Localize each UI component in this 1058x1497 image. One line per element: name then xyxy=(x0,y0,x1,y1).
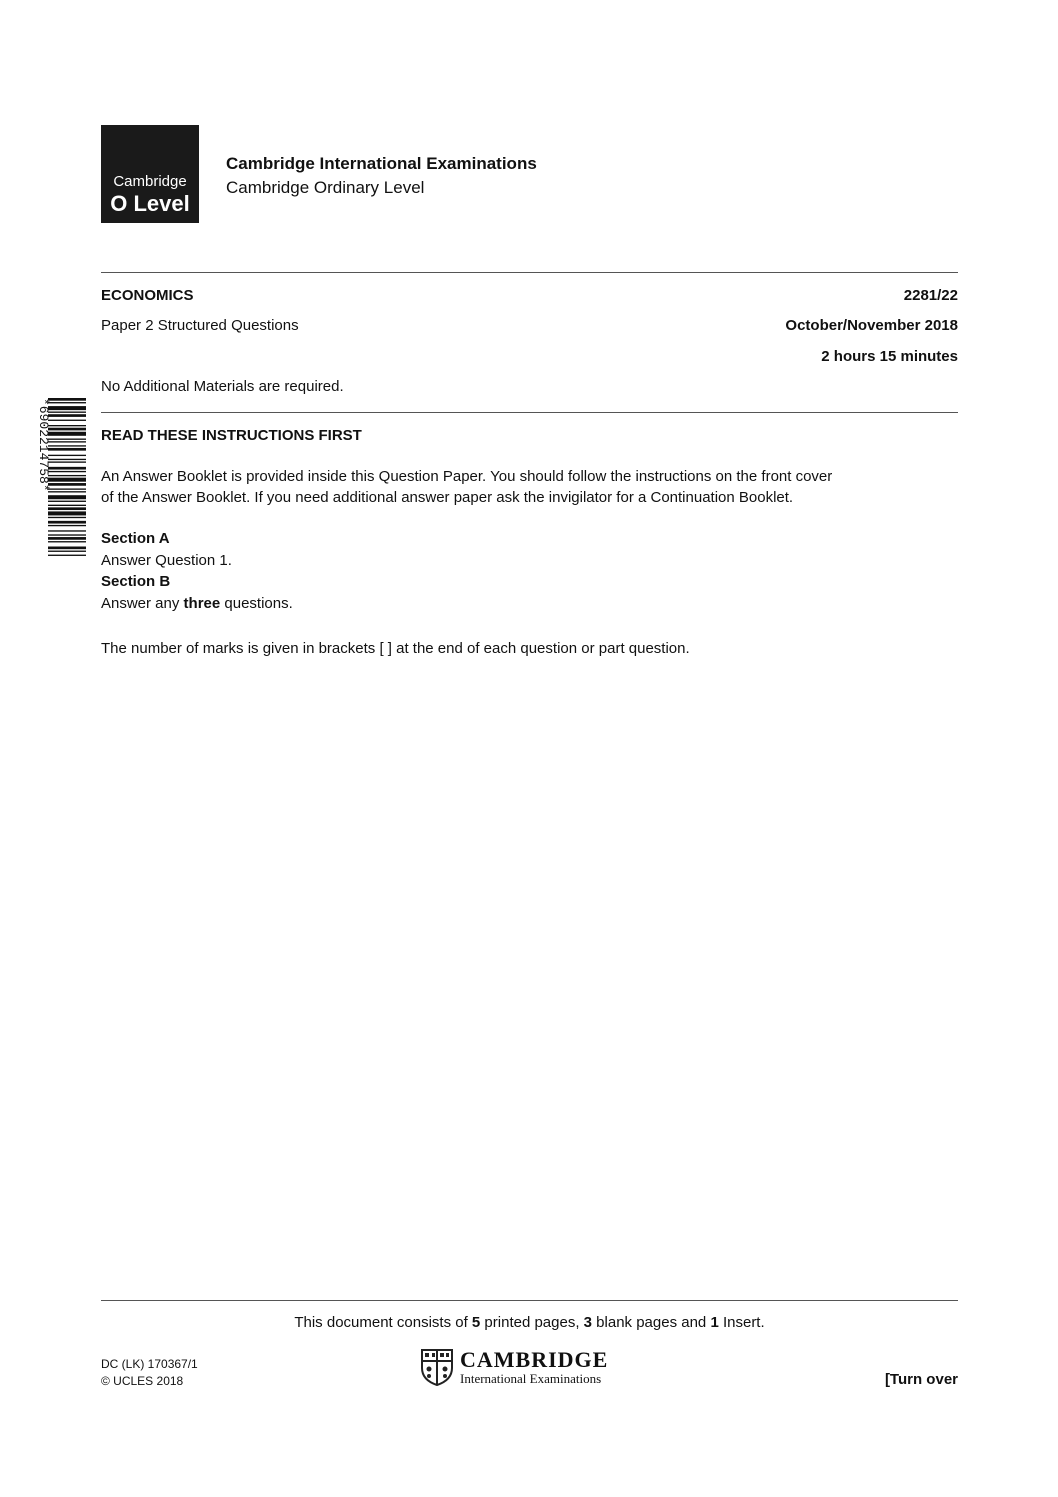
barcode-bar xyxy=(48,414,86,417)
barcode-bar xyxy=(48,521,86,524)
barcode-bar xyxy=(48,455,86,456)
barcode-bar xyxy=(48,495,86,499)
page-count-pre: This document consists of xyxy=(294,1314,472,1331)
exam-board: Cambridge International Examinations xyxy=(226,154,537,173)
barcode-bar xyxy=(48,439,86,440)
barcode-bar xyxy=(48,525,86,526)
section-b-pre: Answer any xyxy=(101,595,184,612)
barcode-bar xyxy=(48,398,86,401)
barcode-bar xyxy=(48,432,86,436)
cambridge-crest-icon xyxy=(420,1348,454,1386)
barcode-bar xyxy=(48,441,86,442)
exam-duration: 2 hours 15 minutes xyxy=(821,348,958,365)
barcode-bar xyxy=(48,511,86,515)
barcode-bar xyxy=(48,537,86,540)
publisher-subtitle: International Examinations xyxy=(460,1371,602,1386)
section-b-emphasis: three xyxy=(183,595,221,612)
materials-note: No Additional Materials are required. xyxy=(101,378,344,395)
page-count-note xyxy=(101,1314,958,1331)
logo-line-o-level: O Level xyxy=(110,191,190,216)
paper-name: Paper 2 Structured Questions xyxy=(101,317,299,334)
instructions-intro xyxy=(101,466,961,508)
instructions-heading: READ THESE INSTRUCTIONS FIRST xyxy=(101,427,362,444)
printed-page-count: 5 xyxy=(471,1314,481,1331)
barcode-bar xyxy=(48,530,86,531)
logo-line-cambridge: Cambridge xyxy=(113,173,187,190)
section-a-instruction: Answer Question 1. xyxy=(101,552,232,569)
barcode-bar xyxy=(48,541,86,542)
qualification-level: Cambridge Ordinary Level xyxy=(226,178,425,197)
top-divider xyxy=(101,272,958,273)
barcode-bar xyxy=(48,428,86,431)
copyright-notice: © UCLES 2018 xyxy=(101,1374,184,1388)
blank-page-count: 3 xyxy=(583,1314,593,1331)
barcode-bar xyxy=(48,488,86,489)
barcode-bar xyxy=(48,507,86,510)
barcode-bar xyxy=(48,406,86,410)
barcode-bar xyxy=(48,555,86,556)
barcode-bar xyxy=(48,501,86,502)
instructions-intro-line-2: of the Answer Booklet. If you need additional answer paper ask the invigilator for a Continuation Booklet. xyxy=(101,489,794,506)
barcode-bar xyxy=(48,459,86,460)
barcode-bar xyxy=(48,461,86,462)
paper-code: 2281/22 xyxy=(903,287,958,304)
printed-label: printed pages, xyxy=(480,1314,584,1331)
barcode-bar xyxy=(48,412,86,413)
document-reference: DC (LK) 170367/1 xyxy=(101,1357,198,1371)
barcode-bar xyxy=(48,402,86,403)
barcode-bar xyxy=(48,517,86,518)
barcode-bar xyxy=(48,475,86,476)
insert-count: 1 xyxy=(710,1314,719,1331)
barcode-bar xyxy=(48,547,86,550)
barcode-bar xyxy=(48,471,86,472)
section-b-title: Section B xyxy=(101,573,171,590)
barcode-bar xyxy=(48,445,86,446)
barcode-bar xyxy=(48,505,86,506)
insert-label: Insert. xyxy=(718,1314,765,1331)
barcode-bar xyxy=(48,491,86,492)
instructions-intro-line-1: An Answer Booklet is provided inside this Question Paper. You should follow the instructions on the front cover xyxy=(101,468,833,485)
barcode-bar xyxy=(48,467,86,470)
barcode-bar xyxy=(48,534,86,535)
subject-title: ECONOMICS xyxy=(101,287,194,304)
turn-over-label: [Turn over xyxy=(884,1371,958,1388)
section-b-post: questions. xyxy=(220,595,293,612)
barcode-bar xyxy=(48,483,86,486)
barcode-text: *6902214758* xyxy=(36,398,51,492)
barcode-bar xyxy=(48,551,86,552)
footer-divider xyxy=(101,1300,958,1301)
barcode-bar xyxy=(48,448,86,451)
blank-label: blank pages and xyxy=(592,1314,711,1331)
exam-session: October/November 2018 xyxy=(785,317,958,334)
section-a-title: Section A xyxy=(101,530,170,547)
barcode-bar xyxy=(48,425,86,426)
barcode-bar xyxy=(48,478,86,482)
barcode-bars xyxy=(48,398,86,556)
publisher-name: CAMBRIDGE xyxy=(460,1347,609,1372)
barcode-bar xyxy=(48,420,86,421)
marks-note: The number of marks is given in brackets [ ] at the end of each question or part question. xyxy=(101,640,690,657)
barcode xyxy=(28,398,88,603)
instructions-divider xyxy=(101,412,958,413)
cambridge-o-level-logo xyxy=(101,125,199,223)
section-b-instruction xyxy=(101,595,293,612)
